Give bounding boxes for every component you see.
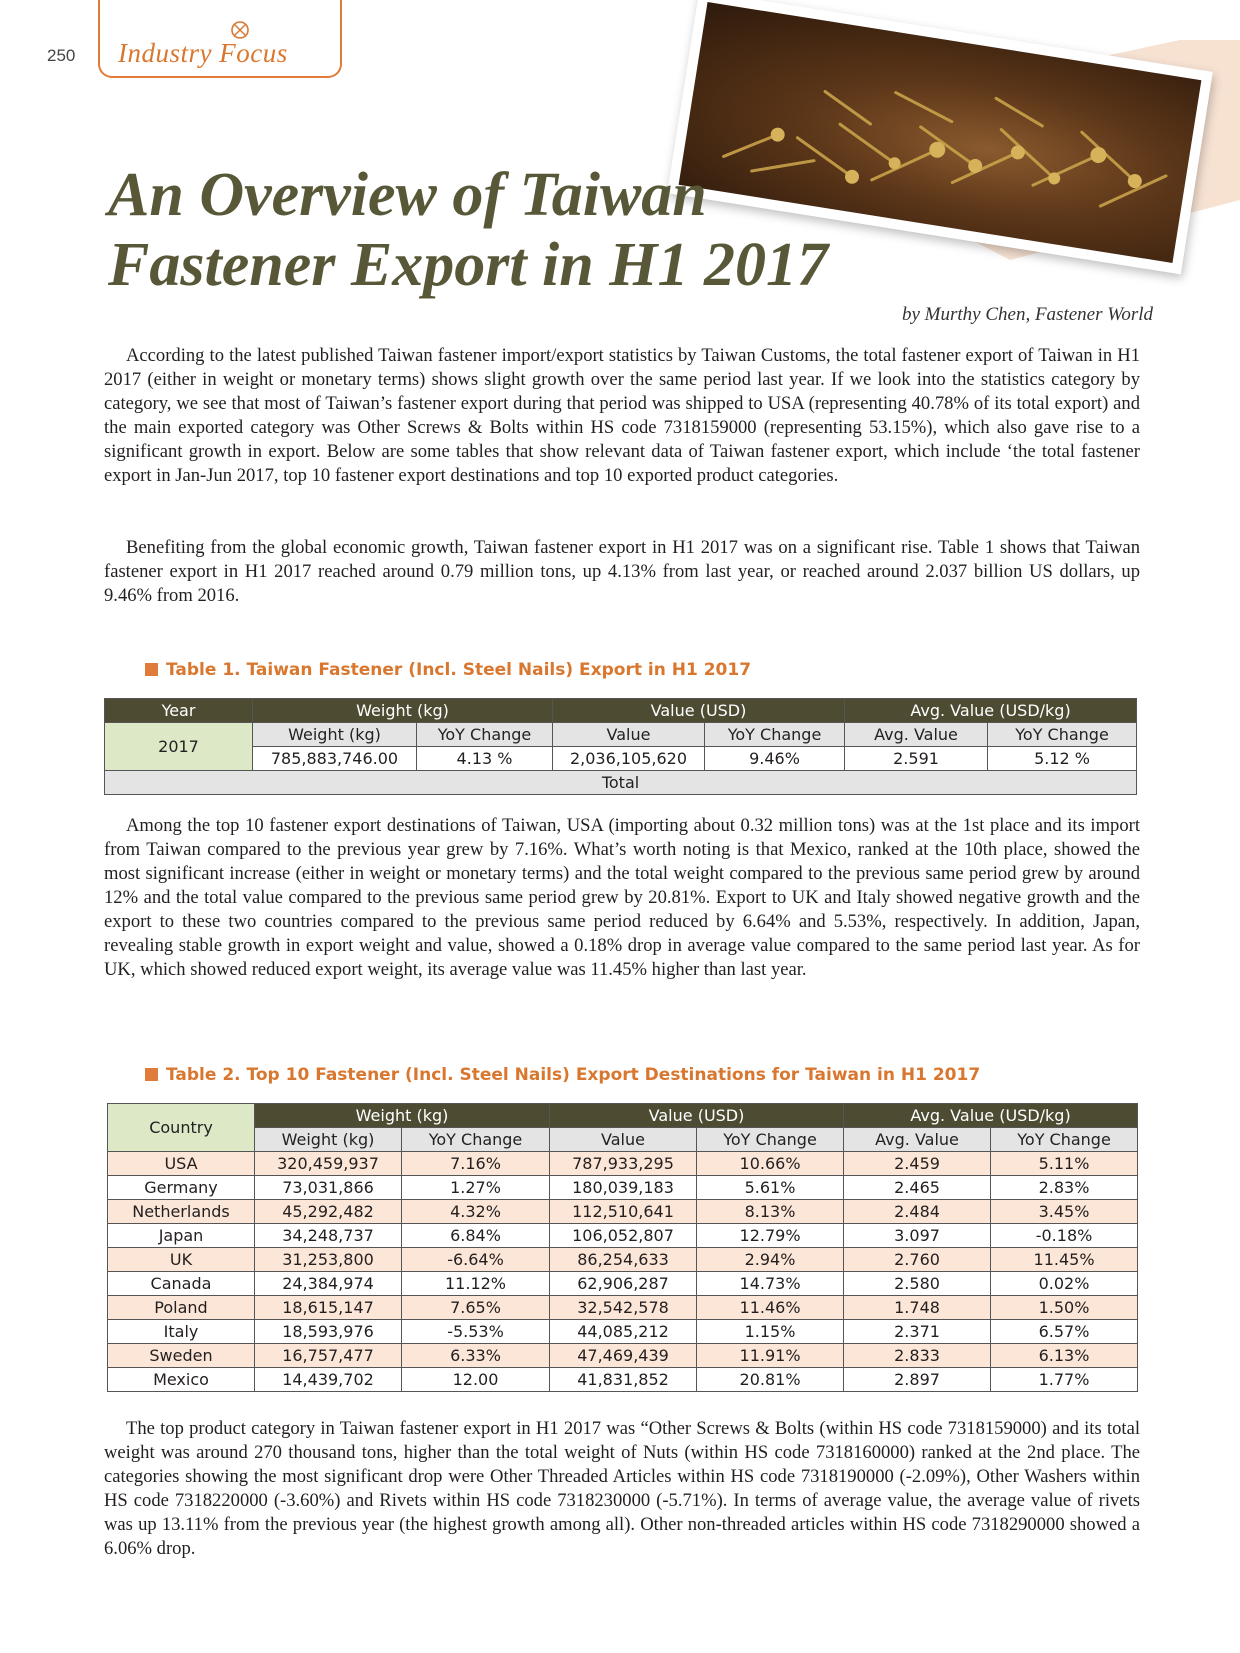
cell-weight: 73,031,866	[255, 1176, 402, 1200]
cell-weight: 320,459,937	[255, 1152, 402, 1176]
cell-avg-value: 2.833	[844, 1344, 991, 1368]
paragraph-destinations: Among the top 10 fastener export destinations of Taiwan, USA (importing about 0.32 million tons) was at the 1st place and its import from Taiwan compared to the previous year grew by 7.16%. What’s worth noting is that Mexico, ranked at the 10th place, showed the most significant increase (either in weight or monetary terms) and the total weight compared to the previous same period grew by around 12% and the total value compared to the previous same period grew by 20.81%. Export to UK and Italy showed negative growth and the export to these two countries compared to the previous same period reduced by 6.64% and 5.53%, respectively. In addition, Japan, revealing stable growth in export weight and value, showed a 0.18% drop in average value compared to the same period last year. As for UK, which showed reduced export weight, its average value was 11.45% higher than last year.	[104, 815, 1140, 980]
cell-weight: 18,615,147	[255, 1296, 402, 1320]
cell-avg-value-yoy: 2.83%	[991, 1176, 1138, 1200]
subheader-yoy: YoY Change	[705, 723, 845, 747]
cell-country: Netherlands	[108, 1200, 255, 1224]
title-line-2: Fastener Export in H1 2017	[108, 231, 828, 299]
subheader-weight: Weight (kg)	[255, 1128, 402, 1152]
cell-weight: 18,593,976	[255, 1320, 402, 1344]
cell-value-yoy: 8.13%	[697, 1200, 844, 1224]
cell-avg-value: 2.760	[844, 1248, 991, 1272]
subheader-value: Value	[550, 1128, 697, 1152]
cell-avg-value: 2.897	[844, 1368, 991, 1392]
table-row	[108, 1320, 1138, 1344]
cell-country: Poland	[108, 1296, 255, 1320]
cell-weight: 31,253,800	[255, 1248, 402, 1272]
year-cell: 2017	[105, 723, 253, 771]
cell-value: 62,906,287	[550, 1272, 697, 1296]
cell-avg-value-yoy: 6.57%	[991, 1320, 1138, 1344]
cell-value-yoy: 10.66%	[697, 1152, 844, 1176]
table-row	[108, 1152, 1138, 1176]
cell-value: 2,036,105,620	[553, 747, 705, 771]
subheader-yoy: YoY Change	[697, 1128, 844, 1152]
header-avg-value: Avg. Value (USD/kg)	[845, 699, 1137, 723]
table1-total-row	[105, 771, 1137, 795]
cell-value-yoy: 11.46%	[697, 1296, 844, 1320]
cell-weight-yoy: 7.65%	[402, 1296, 550, 1320]
cell-weight: 14,439,702	[255, 1368, 402, 1392]
cell-value-yoy: 5.61%	[697, 1176, 844, 1200]
cell-value-yoy: 9.46%	[705, 747, 845, 771]
cell-weight-yoy: -5.53%	[402, 1320, 550, 1344]
cell-avg-value: 2.484	[844, 1200, 991, 1224]
cell-weight: 45,292,482	[255, 1200, 402, 1224]
cell-value: 787,933,295	[550, 1152, 697, 1176]
table2-export-destinations	[107, 1103, 1138, 1392]
table1-data-row	[105, 747, 1137, 771]
cell-avg-value: 2.591	[845, 747, 988, 771]
header-value: Value (USD)	[550, 1104, 844, 1128]
header-weight: Weight (kg)	[255, 1104, 550, 1128]
cell-avg-value: 2.459	[844, 1152, 991, 1176]
subheader-avg-value: Avg. Value	[845, 723, 988, 747]
header-year: Year	[105, 699, 253, 723]
cell-avg-value: 2.371	[844, 1320, 991, 1344]
table2-subheader-row	[108, 1128, 1138, 1152]
caption-square-icon	[145, 1068, 158, 1081]
table-row	[108, 1344, 1138, 1368]
cell-country: Germany	[108, 1176, 255, 1200]
cell-value-yoy: 14.73%	[697, 1272, 844, 1296]
section-label: Industry Focus	[118, 38, 288, 68]
table-row	[108, 1176, 1138, 1200]
subheader-value: Value	[553, 723, 705, 747]
cell-weight: 16,757,477	[255, 1344, 402, 1368]
cell-avg-value: 3.097	[844, 1224, 991, 1248]
paragraph-intro: According to the latest published Taiwan fastener import/export statistics by Taiwan Customs, the total fastener export of Taiwan in H1 2017 (either in weight or monetary terms) shows slight growth over the same period last year. If we look into the statistics category by category, we see that most of Taiwan’s fastener export during that period was shipped to USA (representing 40.78% of its total export) and the main exported category was Other Screws & Bolts within HS code 7318159000 (representing 53.15%), which also gave rise to a significant growth in export. Below are some tables that show relevant data of Taiwan fastener export, which include ‘the total fastener export in Jan-Jun 2017, top 10 fastener export destinations and top 10 exported product categories.	[104, 345, 1140, 486]
table2-caption: Table 2. Top 10 Fastener (Incl. Steel Nails) Export Destinations for Taiwan in H1 2017	[145, 1065, 980, 1085]
cell-country: Japan	[108, 1224, 255, 1248]
header-avg-value: Avg. Value (USD/kg)	[844, 1104, 1138, 1128]
cell-avg-value: 1.748	[844, 1296, 991, 1320]
cell-country: Sweden	[108, 1344, 255, 1368]
cell-country: UK	[108, 1248, 255, 1272]
cell-value: 47,469,439	[550, 1344, 697, 1368]
cell-value-yoy: 12.79%	[697, 1224, 844, 1248]
subheader-avg-value: Avg. Value	[844, 1128, 991, 1152]
table-row	[108, 1200, 1138, 1224]
subheader-yoy: YoY Change	[417, 723, 553, 747]
cell-avg-value-yoy: 6.13%	[991, 1344, 1138, 1368]
cell-weight-yoy: 11.12%	[402, 1272, 550, 1296]
cell-value: 32,542,578	[550, 1296, 697, 1320]
caption-square-icon	[145, 663, 158, 676]
cell-country: USA	[108, 1152, 255, 1176]
cell-avg-value-yoy: 1.50%	[991, 1296, 1138, 1320]
cell-country: Italy	[108, 1320, 255, 1344]
cell-weight-yoy: 6.33%	[402, 1344, 550, 1368]
cell-avg-value-yoy: 1.77%	[991, 1368, 1138, 1392]
paragraph-product-categories: The top product category in Taiwan fastener export in H1 2017 was “Other Screws & Bolts (within HS code 7318159000) and its total weight was around 270 thousand tons, higher than the total weight of Nuts (within HS code 7318160000) ranked at the 2nd place. The categories showing the most significant drop were Other Threaded Articles within HS code 7318190000 (-2.09%), Other Washers within HS code 7318220000 (-3.60%) and Rivets within HS code 7318230000 (-5.71%). In terms of average value, the average value of rivets was up 13.11% from the previous year (the highest growth among all). Other non-threaded articles within HS code 7318290000 showed a 6.06% drop.	[104, 1418, 1140, 1559]
cell-weight-yoy: 4.13 %	[417, 747, 553, 771]
cell-weight-yoy: 4.32%	[402, 1200, 550, 1224]
table1-caption: Table 1. Taiwan Fastener (Incl. Steel Nails) Export in H1 2017	[145, 660, 751, 680]
cell-weight-yoy: 12.00	[402, 1368, 550, 1392]
subheader-yoy: YoY Change	[991, 1128, 1138, 1152]
cell-weight: 34,248,737	[255, 1224, 402, 1248]
article-title	[108, 160, 958, 300]
cell-avg-value-yoy: 5.11%	[991, 1152, 1138, 1176]
cell-avg-value: 2.465	[844, 1176, 991, 1200]
paragraph-growth: Benefiting from the global economic growth, Taiwan fastener export in H1 2017 was on a significant rise. Table 1 shows that Taiwan fastener export in H1 2017 reached around 0.79 million tons, up 4.13% from last year, or reached around 2.037 billion US dollars, up 9.46% from 2016.	[104, 537, 1140, 606]
cell-value-yoy: 20.81%	[697, 1368, 844, 1392]
cell-country: Mexico	[108, 1368, 255, 1392]
cell-weight-yoy: -6.64%	[402, 1248, 550, 1272]
globe-icon	[230, 20, 250, 40]
cell-weight-yoy: 6.84%	[402, 1224, 550, 1248]
cell-avg-value-yoy: 11.45%	[991, 1248, 1138, 1272]
header-weight: Weight (kg)	[253, 699, 553, 723]
cell-avg-value-yoy: -0.18%	[991, 1224, 1138, 1248]
cell-weight-yoy: 1.27%	[402, 1176, 550, 1200]
header-country: Country	[108, 1104, 255, 1152]
cell-weight: 24,384,974	[255, 1272, 402, 1296]
table-row	[108, 1224, 1138, 1248]
cell-country: Canada	[108, 1272, 255, 1296]
cell-value: 180,039,183	[550, 1176, 697, 1200]
table-row	[108, 1248, 1138, 1272]
cell-weight-yoy: 7.16%	[402, 1152, 550, 1176]
cell-value: 106,052,807	[550, 1224, 697, 1248]
subheader-yoy: YoY Change	[402, 1128, 550, 1152]
title-line-1: An Overview of Taiwan	[108, 161, 707, 229]
total-label: Total	[105, 771, 1137, 795]
cell-avg-value-yoy: 5.12 %	[988, 747, 1137, 771]
section-tab	[98, 0, 342, 78]
page-number: 250	[47, 46, 76, 65]
cell-avg-value: 2.580	[844, 1272, 991, 1296]
table1-subheader-row	[105, 723, 1137, 747]
cell-value-yoy: 1.15%	[697, 1320, 844, 1344]
cell-value: 41,831,852	[550, 1368, 697, 1392]
subheader-yoy: YoY Change	[988, 723, 1137, 747]
subheader-weight: Weight (kg)	[253, 723, 417, 747]
table-row	[108, 1368, 1138, 1392]
cell-weight: 785,883,746.00	[253, 747, 417, 771]
table1-header-row	[105, 699, 1137, 723]
cell-value: 86,254,633	[550, 1248, 697, 1272]
table-row	[108, 1296, 1138, 1320]
byline: by Murthy Chen, Fastener World	[901, 304, 1153, 325]
cell-value-yoy: 2.94%	[697, 1248, 844, 1272]
table2-header-row	[108, 1104, 1138, 1128]
table1-export-summary	[104, 698, 1137, 795]
cell-value-yoy: 11.91%	[697, 1344, 844, 1368]
cell-avg-value-yoy: 0.02%	[991, 1272, 1138, 1296]
table-row	[108, 1272, 1138, 1296]
cell-avg-value-yoy: 3.45%	[991, 1200, 1138, 1224]
cell-value: 112,510,641	[550, 1200, 697, 1224]
cell-value: 44,085,212	[550, 1320, 697, 1344]
header-value: Value (USD)	[553, 699, 845, 723]
